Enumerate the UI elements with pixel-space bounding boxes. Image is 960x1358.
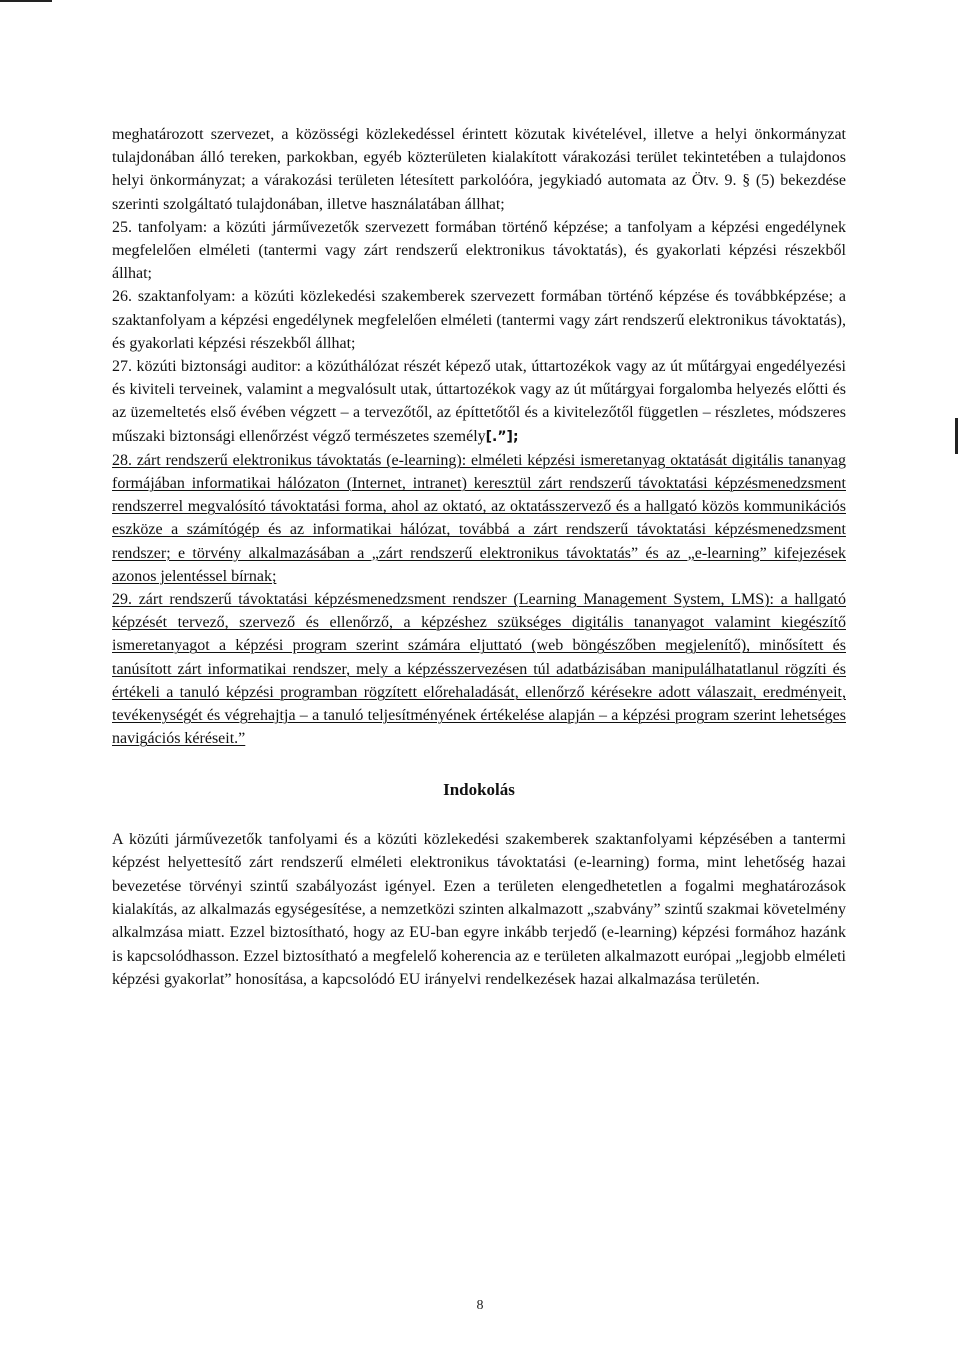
paragraph-28-inserted: 28. zárt rendszerű elektronikus távoktatás (e-learning): elméleti képzési ismeretanyag oktatását digitális tananyag formájában informatikai hálózaton (Internet, intranet) keresztül zárt rendszerű távoktatási képzésmenedzsment rendszerrel megvalósító távoktatási forma, ahol az oktató, az oktatásszervező és a hallgató közös kommunikációs eszköze a számítógép és az informatikai hálózat, továbbá a zárt rendszerű távoktatási képzésmenedzsment rendszer; e törvény alkalmazásában a „zárt rendszerű elektronikus távoktatás” és az „e-learning” kifejezések azonos jelentéssel bírnak; <box>112 451 846 585</box>
paragraph-27-text: 27. közúti biztonsági auditor: a közúthálózat részét képező utak, úttartozékok vagy az út műtárgyai engedélyezési és kiviteli terveinek, valamint a megvalósult utak, úttartozékok vagy az út műtárgyai forgalomba helyezés előtti és az üzemeltetés első évében végzett – a tervezőtől, az építtetőtől és a kivitelezőtől független – részletes, módszeres műszaki biztonsági ellenőrzést végző természetes személy <box>112 358 846 445</box>
paragraph-29-inserted: 29. zárt rendszerű távoktatási képzésmenedzsment rendszer (Learning Management System, LMS): a hallgató képzését tervező, szervező és ellenőrző, a képzéshez szükséges digitális tananyagot valamint kiegészítő ismeretanyagot a képzési program szerint számára eljuttató (web böngészőben megjelenítő), minősített és tanúsított zárt informatikai rendszer, mely a képzésszervezésen túl adatbázisában manipulálhatatlanul rögzíti és értékeli a tanuló képzési programban rögzített előrehaladását, ellenőrző kérésekre adott válaszait, eredményeit, tevékenységét és végrehajtja – a tanuló teljesítményének értékelése alapján – a képzési program szerint lehetséges navigációs kéréseit.” <box>112 591 846 748</box>
justification-paragraph: A közúti járművezetők tanfolyami és a közúti közlekedési szakemberek szaktanfolyami képzésében a tantermi képzést helyettesítő zárt rendszerű elméleti elektronikus távoktatási (e-learning) forma, mint lehetőség hazai bevezetése törvényi szintű szabályozást igényel. Ezen a területen elengedhetetlen a fogalmi meghatározások kialakítás, az alkalmazás egységesítése, a nemzetközi szinten alkalmazott „szabvány” szintű szakmai követelmény alkalmzása miatt. Ezzel biztosítható, hogy az EU-ban egyre inkább terjedő (e-learning) képzési formához hazánk is kapcsolódhasson. Ezzel biztosítható a megfelelő koherencia az e területen alkalmazott európai „legjobb elméleti képzési gyakorlat” honosítása, a kapcsolódó EU irányelvi rendelkezések hazai alkalmazása területén. <box>112 830 846 989</box>
paragraph-25: 25. tanfolyam: a közúti járművezetők szervezett formában történő képzése; a tanfolyam a képzési engedélynek megfelelően elméleti (tantermi vagy zárt rendszerű elektronikus távoktatás), és gyakorlati képzési részekből állhat; <box>112 218 846 283</box>
scan-edge-mark-top <box>0 0 52 2</box>
paragraph-26: 26. szaktanfolyam: a közúti közlekedési szakemberek szervezett formában történő képzése és továbbképzése; a szaktanfolyam a képzési engedélynek megfelelően elméleti (tantermi vagy zárt rendszerű elektronikus távoktatás), és gyakorlati képzési részekből állhat; <box>112 288 846 352</box>
paragraph-intro: meghatározott szervezet, a közösségi közlekedéssel érintett közutak kivételével, illetve a helyi önkormányzat tulajdonában álló tereken, parkokban, egyéb közterületen kialakított várakozási terület tekintetében a tulajdonos helyi önkormányzat; a várakozási területen létesített parkolóóra, jegykiadó automata az Ötv. 9. § (5) bekezdése szerinti szolgáltató tulajdonában, illetve használatában állhat; <box>112 126 846 213</box>
paragraph-27-ending: [.”]; <box>485 428 519 445</box>
scan-edge-mark-right <box>955 418 958 454</box>
document-body <box>112 123 846 992</box>
section-heading: Indokolás <box>443 780 515 800</box>
paragraph-27 <box>112 355 846 449</box>
page-number: 8 <box>476 1298 484 1313</box>
